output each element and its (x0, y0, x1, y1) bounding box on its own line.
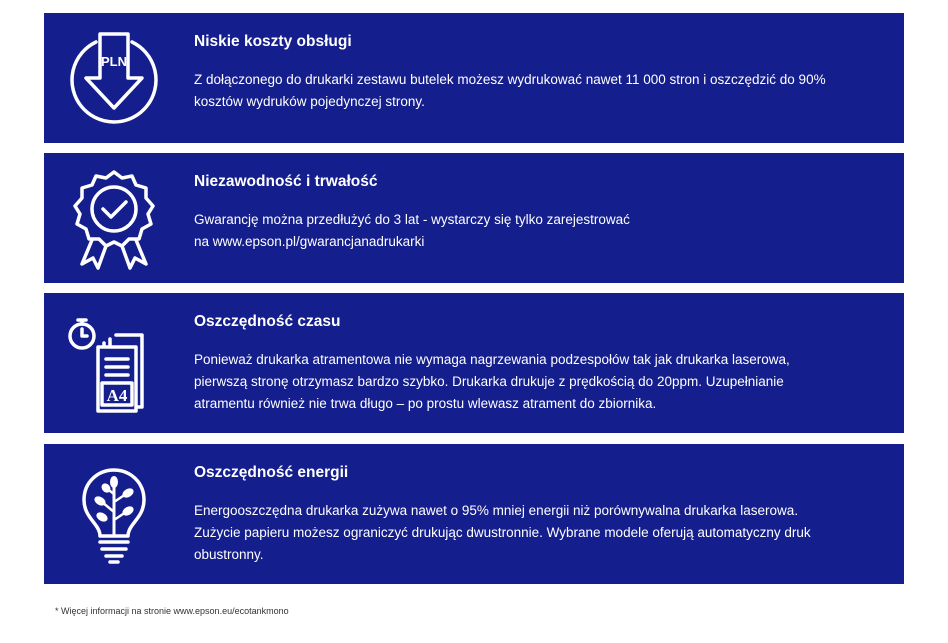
feature-title: Oszczędność energii (194, 464, 349, 481)
feature-title: Oszczędność czasu (194, 313, 341, 330)
feature-description (194, 69, 884, 113)
feature-description-line: kosztów wydruków pojedynczej strony. (194, 94, 425, 109)
feature-description-line: Z dołączonego do drukarki zestawu butelek możesz wydrukować nawet 11 000 stron i oszczędzić do 90% (194, 72, 826, 87)
stopwatch-document-icon (62, 311, 166, 415)
feature-description-line: Energooszczędna drukarka zużywa nawet o 95% mniej energii niż porównywalna drukarka laserowa. (194, 503, 799, 518)
award-rosette-icon (62, 166, 166, 270)
feature-description-line: Zużycie papieru możesz ograniczyć drukując dwustronnie. Wybrane modele oferują automatyczny druk (194, 525, 811, 540)
feature-description-line: na www.epson.pl/gwarancjanadrukarki (194, 234, 425, 249)
feature-description-line: obustronny. (194, 547, 264, 562)
feature-title: Niskie koszty obsługi (194, 33, 352, 50)
footnote: * Więcej informacji na stronie www.epson.eu/ecotankmono (55, 606, 289, 616)
lightbulb-plant-icon (62, 462, 166, 566)
feature-description-line: pierwszą stronę otrzymasz bardzo szybko. Drukarka drukuje z prędkością do 20ppm. Uzupełnianie (194, 374, 784, 389)
pln-label: PLN (101, 54, 127, 69)
feature-card-energy-saving (44, 444, 904, 584)
feature-description-line: Ponieważ drukarka atramentowa nie wymaga nagrzewania podzespołów tak jak drukarka laserowa, (194, 352, 790, 367)
feature-card-reliability (44, 153, 904, 283)
feature-description (194, 209, 884, 253)
feature-card-low-cost (44, 13, 904, 143)
feature-description-line: Gwarancję można przedłużyć do 3 lat - wystarczy się tylko zarejestrować (194, 212, 630, 227)
a4-label: A4 (106, 386, 128, 405)
feature-description (194, 500, 884, 566)
feature-description-line: atramentu również nie trwa długo – po prostu wlewasz atrament do zbiornika. (194, 396, 657, 411)
feature-description (194, 349, 884, 415)
pln-arrow-icon (62, 26, 166, 130)
feature-title: Niezawodność i trwałość (194, 173, 378, 190)
feature-card-time-saving (44, 293, 904, 433)
